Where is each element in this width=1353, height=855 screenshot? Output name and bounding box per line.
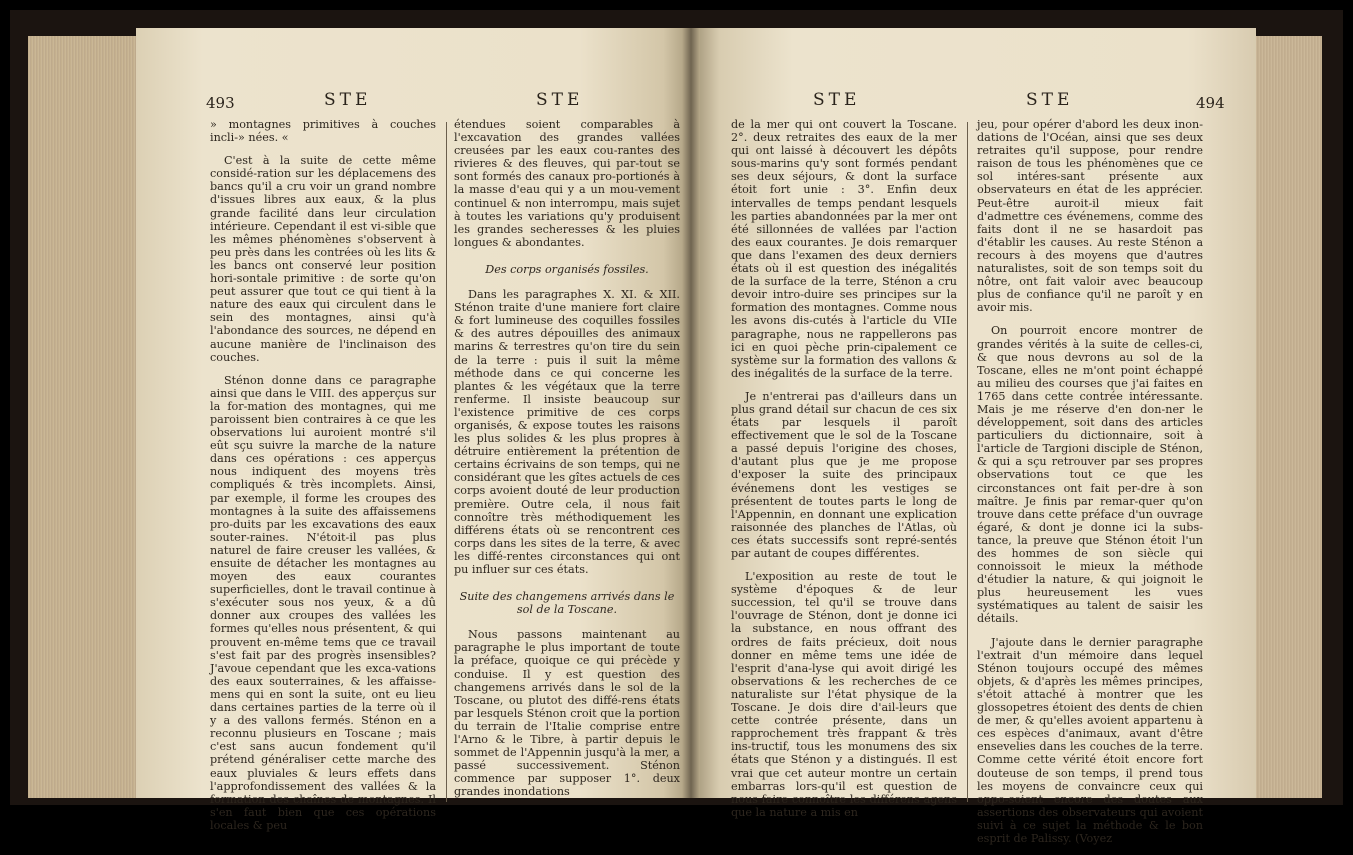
paragraph: On pourroit encore montrer de grandes vérités à la suite de celles-ci, & que nous devrons au sol de la Toscane, elles ne m'ont point échappé au milieu des courses que j'ai faites en 1765 dans cette contrée intéressante. Mais je me réserve d'en don-ner le développement, soit dans des articles particuliers du dictionnaire, soit à l'article de Targioni disciple de Sténon, & qui a sçu retrouver par ses propres observations tout ce que les circonstances ont fait per-dre à son maître. Je finis par remar-quer qu'on trouve dans cette préface d'un ouvrage égaré, & dont je donne ici la subs-tance, la preuve que Sténon étoit l'un des hommes de son siècle qui connoissoit le mieux la méthode d'étudier la nature, & qui joignoit le plus heureusement les vues systématiques au talent de saisir les détails. bbox=[977, 324, 1203, 626]
column-rule bbox=[446, 122, 447, 802]
column-rule bbox=[967, 122, 968, 802]
section-heading: Suite des changemens arrivés dans le sol de la Toscane. bbox=[459, 590, 675, 617]
left-page-edges bbox=[28, 36, 145, 798]
running-head: STE bbox=[324, 90, 372, 110]
paragraph: Sténon donne dans ce paragraphe ainsi que dans le VIII. des apperçus sur la for-mation des montagnes, qui me paroissent bien contraires à ce que les observations lui auroient montré s'il eût sçu suivre la marche de la nature dans ces opérations : ces apperçus nous indiquent des moyens très compliqués & très incomplets. Ainsi, par exemple, il forme les croupes des montagnes à la suite des affaissemens pro-duits par les excavations des eaux souter-raines. N'étoit-il pas plus naturel de faire creuser les vallées, & ensuite de détacher les montagnes au moyen des eaux courantes superficielles, dont le travail continue à s'exécuter sous nos yeux, & a dû donner aux croupes des vallées les formes qu'elles nous présentent, & qui prouvent en-même tems que ce travail s'est fait par des progrès insensibles? J'avoue cependant que les exca-vations des eaux souterraines, & les affaisse-mens qui en sont la suite, ont eu lieu dans certaines parties de la terre où il y a des vallons fermés. Sténon en a reconnu plusieurs en Toscane ; mais c'est sans aucun fondement qu'il prétend généraliser cette marche des eaux pluviales & leurs effets dans l'approfondissement des vallées & la formation des chaînes de montagnes. Il s'en faut bien que ces opérations locales & peu bbox=[210, 373, 436, 832]
open-book bbox=[10, 10, 1343, 845]
page-number: 493 bbox=[206, 94, 235, 112]
page-number: 494 bbox=[1196, 94, 1225, 112]
right-page-edges bbox=[1250, 36, 1322, 798]
book-gutter bbox=[682, 28, 700, 798]
text-column bbox=[731, 118, 957, 829]
paragraph: L'exposition au reste de tout le système d'époques & de leur succession, tel qu'il se trouve dans l'ouvrage de Sténon, dont je donne ici la substance, en nous offrant des ordres de faits précieux, doit nous donner en même tems une idée de l'esprit d'ana-lyse qui avoit dirigé les observations & les recherches de ce naturaliste sur l'état physique de la Toscane. Je dois dire d'ail-leurs que cette contrée présente, dans un rapprochement très frappant & très ins-tructif, tous les monumens des six états que Sténon y a distingués. Il est vrai que cet auteur montre un certain embarras lors-qu'il est question de nous faire connoître les différens agens que la nature a mis en bbox=[731, 570, 957, 819]
paragraph: C'est à la suite de cette même considé-ration sur les déplacemens des bancs qu'il a cru voir un grand nombre d'issues libres aux eaux, & la plus grande facilité dans leur circulation intérieure. Cependant il est vi-sible que les mêmes phénomènes s'observent à peu près dans les contrées où les lits & les bancs ont conservé leur position hori-sontale primitive : de sorte qu'on peut assurer que tout ce qui tient à la nature des eaux qui circulent dans le sein des montagnes, ainsi qu'à l'abondance des sources, ne dépend en aucune manière de l'inclinaison des couches. bbox=[210, 154, 436, 364]
paragraph: Je n'entrerai pas d'ailleurs dans un plus grand détail sur chacun de ces six états par lesquels il paroît effectivement que le sol de la Toscane a passé depuis l'origine des choses, d'autant plus que je me propose d'exposer la suite des principaux événemens dont les vestiges se présentent de toutes parts le long de l'Appennin, en donnant une explication raisonnée des planches de l'Atlas, où ces états successifs sont repré-sentés par autant de coupes différentes. bbox=[731, 389, 957, 560]
paragraph: Dans les paragraphes X. XI. & XII. Sténon traite d'une maniere fort claire & fort lumineuse des coquilles fossiles & des autres dépouilles des animaux marins & terrestres qu'on tire du sein de la terre : puis il suit la même méthode dans ce qui concerne les plantes & les végétaux que la terre renferme. Il insiste beaucoup sur l'existence primitive de ces corps organisés, & expose toutes les raisons les plus solides & les plus propres à détruire entièrement la prétention de certains écrivains de son temps, qui ne considérant que les gîtes actuels de ces corps avoient douté de leur production première. Outre cela, il nous fait connoître très méthodiquement les différens états où se rencontrent ces corps dans les sites de la terre, & avec les diffé-rentes circonstances qui ont pu influer sur ces états. bbox=[454, 288, 680, 576]
right-page bbox=[691, 28, 1256, 845]
section-heading: Des corps organisés fossiles. bbox=[485, 262, 649, 276]
paragraph: jeu, pour opérer d'abord les deux inon-dations de l'Océan, ainsi que ses deux retraites qu'il suppose, pour rendre raison de tous les phénomènes que ce sol intéres-sant présente aux observateurs en état de les apprécier. Peut-être auroit-il mieux fait d'admettre ces événemens, comme des faits dont il ne se hasardoit pas d'établir les causes. Au reste Sténon a recours à des moyens que d'autres naturalistes, soit de son temps soit du nôtre, ont fait valoir avec beaucoup plus de confiance qu'il ne paroît y en avoir mis. bbox=[977, 118, 1203, 315]
running-head: STE bbox=[1026, 90, 1074, 110]
paragraph: » montagnes primitives à couches incli-» nées. « bbox=[210, 118, 436, 145]
running-head: STE bbox=[536, 90, 584, 110]
paragraph: étendues soient comparables à l'excavation des grandes vallées creusées par les eaux cou-rantes des rivieres & des fleuves, qui par-tout se sont formés des canaux pro-portionés à la masse d'eau qui y a un mou-vement continuel & non interrompu, mais sujet à toutes les variations qu'y produisent les grandes secheresses & les pluies longues & abondantes. bbox=[454, 118, 680, 249]
paragraph: Nous passons maintenant au paragraphe le plus important de toute la préface, quoique ce qui précède y conduise. Il y est question des changemens arrivés dans le sol de la Toscane, ou plutot des diffé-rens états par lesquels Sténon croit que la portion du terrain de l'Italie comprise entre l'Arno & le Tibre, à partir depuis le sommet de l'Appennin jusqu'à la mer, a passé successivement. Sténon commence par supposer 1°. deux grandes inondations bbox=[454, 628, 680, 799]
text-column bbox=[977, 118, 1203, 855]
paragraph: J'ajoute dans le dernier paragraphe l'extrait d'un mémoire dans lequel Sténon toujours occupé des mêmes objets, & d'après les mêmes principes, s'étoit attaché à montrer que les glossopetres étoient des dents de chien de mer, & qu'elles avoient appartenu à ces espèces d'animaux, avant d'être ensevelies dans les couches de la terre. Comme cette vérité étoit encore fort douteuse de son temps, il prend tous les moyens de convaincre ceux qui oppo-soient encore des doutes aux assertions des observateurs qui avoient suivi à ce sujet la méthode & le bon esprit de Palissy. (Voyez bbox=[977, 635, 1203, 845]
left-page bbox=[136, 28, 691, 832]
paragraph: de la mer qui ont couvert la Toscane. 2°. deux retraites des eaux de la mer qui ont laissé à découvert les dépôts sous-marins qu'y sont formés pendant ses deux séjours, & dont la surface étoit fort unie : 3°. Enfin deux intervalles de temps pendant lesquels les parties abandonnées par la mer ont été sillonnées de vallées par l'action des eaux courantes. Je dois remarquer que dans l'examen des deux derniers états où il est question des inégalités de la surface de la terre, Sténon a cru devoir intro-duire ses principes sur la formation des montagnes. Comme nous les avons dis-cutés à l'article du VIIe paragraphe, nous ne rappellerons pas ici en quoi pèche prin-cipalement ce système sur la formation des vallons & des inégalités de la surface de la terre. bbox=[731, 118, 957, 380]
text-column bbox=[454, 118, 680, 809]
running-head: STE bbox=[813, 90, 861, 110]
text-column bbox=[210, 118, 436, 842]
